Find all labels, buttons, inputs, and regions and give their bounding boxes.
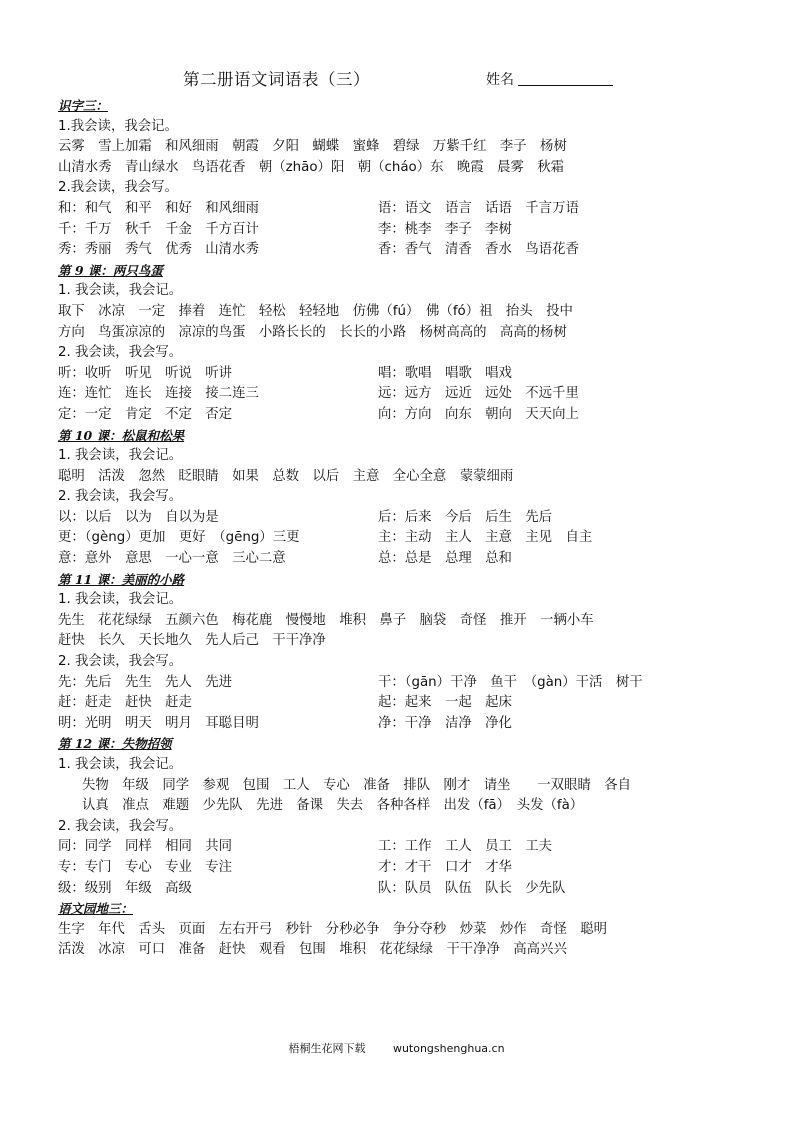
text-line: 1. 我会读，我会记。 xyxy=(58,448,183,464)
word-group-left: 定：一定 肯定 不定 否定 xyxy=(58,406,233,422)
section-heading-text: 第 12 课：失物招领 xyxy=(58,736,172,752)
text-line: 2. 我会读，我会写。 xyxy=(58,489,183,505)
word-pair-row xyxy=(58,837,758,858)
word-pair-row xyxy=(58,199,758,220)
title-row xyxy=(0,66,793,92)
word-group-left: 同：同学 同样 相同 共同 xyxy=(58,839,233,855)
text-line: 赶快 长久 天长地久 先人后己 干干净净 xyxy=(58,633,326,649)
section-heading xyxy=(58,734,758,755)
section-heading xyxy=(58,899,758,920)
word-group-right: 才：才干 口才 才华 xyxy=(378,859,512,875)
vocabulary-list xyxy=(58,96,758,961)
text-line: 1.我会读，我会记。 xyxy=(58,118,178,134)
word-group-right: 起：起来 一起 起床 xyxy=(378,695,512,711)
text-line: 方向 鸟蛋凉凉的 凉凉的鸟蛋 小路长长的 长长的小路 杨树高高的 高高的杨树 xyxy=(58,324,567,340)
section-heading xyxy=(58,96,758,117)
section-heading xyxy=(58,261,758,282)
word-group-left: 以：以后 以为 自以为是 xyxy=(58,509,219,525)
word-pair-row xyxy=(58,693,758,714)
text-line: 云雾 雪上加霜 和风细雨 朝霞 夕阳 蝴蝶 蜜蜂 碧绿 万紫千红 李子 杨树 xyxy=(58,139,567,155)
text-line: 认真 准点 难题 少先队 先进 备课 失去 各种各样 出发（fā） 头发（fà） xyxy=(82,798,584,814)
word-group-right: 总：总是 总理 总和 xyxy=(378,551,512,567)
word-pair-row xyxy=(58,528,758,549)
word-group-right: 语：语文 语言 话语 千言万语 xyxy=(378,200,579,216)
section-heading xyxy=(58,570,758,591)
word-group-right: 队：队员 队伍 队长 少先队 xyxy=(378,880,566,896)
word-pair-row xyxy=(58,364,758,385)
section-heading xyxy=(58,426,758,447)
word-group-right: 向：方向 向东 朝向 天天向上 xyxy=(378,406,579,422)
word-group-left: 赶：赶走 赶快 赶走 xyxy=(58,695,192,711)
word-pair-row xyxy=(58,220,758,241)
text-line: 2. 我会读，我会写。 xyxy=(58,818,183,834)
word-group-left: 先：先后 先生 先人 先进 xyxy=(58,674,233,690)
text-line: 2.我会读，我会写。 xyxy=(58,180,178,196)
name-label: 姓名 xyxy=(486,72,514,88)
text-line: 活泼 冰凉 可口 准备 赶快 观看 包围 堆积 花花绿绿 干干净净 高高兴兴 xyxy=(58,942,567,958)
word-group-right: 后：后来 今后 后生 先后 xyxy=(378,509,553,525)
text-line: 1. 我会读，我会记。 xyxy=(58,757,183,772)
section-heading-text: 第 9 课：两只鸟蛋 xyxy=(58,262,163,278)
text-line: 先生 花花绿绿 五颜六色 梅花鹿 慢慢地 堆积 鼻子 脑袋 奇怪 推开 一辆小车 xyxy=(58,612,594,628)
word-pair-row xyxy=(58,549,758,570)
word-group-left: 更：（gèng）更加 更好 （gēng）三更 xyxy=(58,530,300,546)
word-group-left: 级：级别 年级 高级 xyxy=(58,880,192,896)
section-heading-text: 识字三： xyxy=(58,98,109,113)
word-pair-row xyxy=(58,879,758,900)
text-line: 2. 我会读，我会写。 xyxy=(58,654,183,670)
word-pair-row xyxy=(58,384,758,405)
word-group-left: 听：收听 听见 听说 听讲 xyxy=(58,365,233,381)
word-pair-row xyxy=(58,714,758,735)
text-line: 失物 年级 同学 参观 包围 工人 专心 准备 排队 刚才 请坐 一双眼睛 各自 xyxy=(82,777,632,793)
word-group-right: 唱：歌唱 唱歌 唱戏 xyxy=(378,365,512,381)
text-line: 2. 我会读，我会写。 xyxy=(58,345,183,361)
word-pair-row xyxy=(58,508,758,529)
name-blank-line xyxy=(518,85,613,86)
text-line: 聪明 活泼 忽然 眨眼睛 如果 总数 以后 主意 全心全意 蒙蒙细雨 xyxy=(58,468,514,484)
word-pair-row xyxy=(58,405,758,426)
section-heading-text: 第 10 课：松鼠和松果 xyxy=(58,427,185,443)
word-group-right: 工：工作 工人 员工 工夫 xyxy=(378,839,553,855)
word-pair-row xyxy=(58,240,758,261)
word-pair-row xyxy=(58,673,758,694)
word-group-right: 净：干净 洁净 净化 xyxy=(378,715,512,731)
text-line: 1. 我会读，我会记。 xyxy=(58,592,183,608)
word-group-right: 李：桃李 李子 李树 xyxy=(378,221,512,237)
word-group-right: 主：主动 主人 主意 主见 自主 xyxy=(378,530,593,546)
footer xyxy=(0,1040,793,1056)
word-group-left: 连：连忙 连长 连接 接二连三 xyxy=(58,386,259,402)
footer-site-url: wutongshenghua.cn xyxy=(392,1042,505,1055)
word-group-left: 千：千万 秋千 千金 千方百计 xyxy=(58,221,259,237)
word-group-right: 香：香气 清香 香水 鸟语花香 xyxy=(378,242,579,258)
word-pair-row xyxy=(58,858,758,879)
footer-site-name: 梧桐生花网下载 xyxy=(288,1042,366,1055)
word-group-left: 意：意外 意思 一心一意 三心二意 xyxy=(58,551,286,567)
text-line: 1. 我会读，我会记。 xyxy=(58,283,183,299)
text-line: 山清水秀 青山绿水 鸟语花香 朝（zhāo）阳 朝（cháo）东 晚霞 晨雾 秋霜 xyxy=(58,159,565,175)
section-heading-text: 第 11 课：美丽的小路 xyxy=(58,571,185,587)
word-group-left: 专：专门 专心 专业 专注 xyxy=(58,859,233,875)
word-group-left: 和：和气 和平 和好 和风细雨 xyxy=(58,200,259,216)
text-line: 取下 冰凉 一定 捧着 连忙 轻松 轻轻地 仿佛（fú） 佛（fó）祖 抬头 投中 xyxy=(58,303,573,319)
word-group-left: 明：光明 明天 明月 耳聪目明 xyxy=(58,715,259,731)
text-line: 生字 年代 舌头 页面 左右开弓 秒针 分秒必争 争分夺秒 炒菜 炒作 奇怪 聪明 xyxy=(58,921,608,937)
word-group-left: 秀：秀丽 秀气 优秀 山清水秀 xyxy=(58,242,259,258)
page-title: 第二册语文词语表（三） xyxy=(183,70,370,89)
word-group-right: 远：远方 远近 远处 不远千里 xyxy=(378,386,579,402)
word-group-right: 干：（gān）干净 鱼干 （gàn）干活 树干 xyxy=(378,674,643,690)
section-heading-text: 语文园地三： xyxy=(58,901,134,917)
